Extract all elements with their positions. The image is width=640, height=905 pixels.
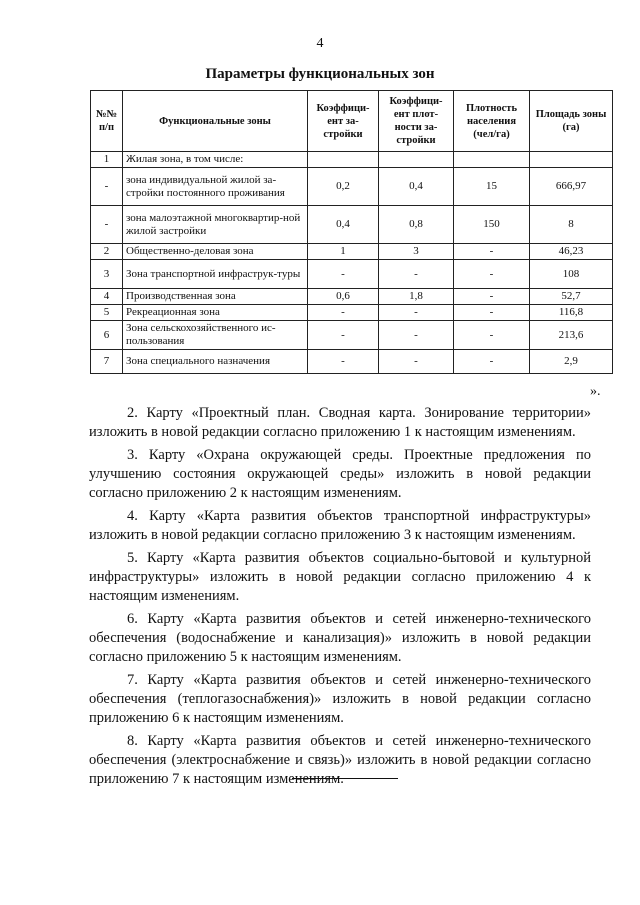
amendment-items	[89, 404, 591, 793]
cell-pop-density: -	[454, 260, 530, 289]
cell-num: 3	[91, 260, 123, 289]
cell-pop-density: -	[454, 321, 530, 350]
cell-num: 1	[91, 152, 123, 168]
cell-num: 4	[91, 289, 123, 305]
page-number: 4	[316, 36, 324, 51]
cell-k-density: 3	[379, 244, 454, 260]
table-row	[91, 168, 613, 206]
table-row	[91, 289, 613, 305]
cell-pop-density: -	[454, 289, 530, 305]
cell-zone: зона индивидуальной жилой за-стройки постоянного проживания	[123, 168, 308, 206]
cell-num: 5	[91, 305, 123, 321]
cell-num: 2	[91, 244, 123, 260]
cell-area	[530, 152, 613, 168]
cell-pop-density: 150	[454, 206, 530, 244]
cell-zone: Зона специального назначения	[123, 350, 308, 374]
cell-k-density: -	[379, 321, 454, 350]
cell-k-build	[308, 152, 379, 168]
cell-k-density: 0,4	[379, 168, 454, 206]
header-area: Площадь зоны (га)	[530, 91, 613, 152]
closing-divider	[292, 778, 398, 779]
cell-k-build: 1	[308, 244, 379, 260]
cell-k-build: -	[308, 350, 379, 374]
cell-area: 108	[530, 260, 613, 289]
header-k-build: Коэффици-ент за-стройки	[308, 91, 379, 152]
cell-k-density: -	[379, 305, 454, 321]
cell-k-build: -	[308, 305, 379, 321]
table-title: Параметры функциональных зон	[205, 66, 435, 82]
table-row	[91, 206, 613, 244]
table-row	[91, 244, 613, 260]
cell-num: 7	[91, 350, 123, 374]
cell-pop-density: -	[454, 244, 530, 260]
amendment-item: 7. Карту «Карта развития объектов и сетей инженерно-технического обеспечения (теплогазоснабжения)» изложить в новой редакции согласно приложению 6 к настоящим изменениям.	[89, 672, 591, 726]
cell-area: 116,8	[530, 305, 613, 321]
header-num: №№ п/п	[91, 91, 123, 152]
cell-num: -	[91, 168, 123, 206]
cell-area: 666,97	[530, 168, 613, 206]
cell-pop-density: -	[454, 350, 530, 374]
cell-pop-density: -	[454, 305, 530, 321]
cell-zone: Зона сельскохозяйственного ис-пользования	[123, 321, 308, 350]
header-pop-density: Плотность населения (чел/га)	[454, 91, 530, 152]
cell-area: 46,23	[530, 244, 613, 260]
table-row	[91, 152, 613, 168]
cell-area: 8	[530, 206, 613, 244]
cell-area: 52,7	[530, 289, 613, 305]
header-k-density: Коэффици-ент плот-ности за-стройки	[379, 91, 454, 152]
cell-k-density: -	[379, 350, 454, 374]
cell-k-density: 1,8	[379, 289, 454, 305]
cell-zone: Зона транспортной инфраструк-туры	[123, 260, 308, 289]
cell-zone: Общественно-деловая зона	[123, 244, 308, 260]
amendment-item: 6. Карту «Карта развития объектов и сетей инженерно-технического обеспечения (водоснабжение и канализация)» изложить в новой редакции согласно приложению 5 к настоящим изменениям.	[89, 611, 591, 665]
table-row	[91, 321, 613, 350]
cell-k-density	[379, 152, 454, 168]
cell-k-build: -	[308, 260, 379, 289]
header-zone: Функциональные зоны	[123, 91, 308, 152]
amendment-item: 2. Карту «Проектный план. Сводная карта. Зонирование территории» изложить в новой редакции согласно приложению 1 к настоящим изменениям.	[89, 405, 591, 440]
cell-num: 6	[91, 321, 123, 350]
cell-k-density: 0,8	[379, 206, 454, 244]
cell-pop-density	[454, 152, 530, 168]
cell-zone: Производственная зона	[123, 289, 308, 305]
cell-k-build: -	[308, 321, 379, 350]
amendment-item: 4. Карту «Карта развития объектов транспортной инфраструктуры» изложить в новой редакции согласно приложению 3 к настоящим изменениям.	[89, 508, 591, 543]
cell-k-build: 0,4	[308, 206, 379, 244]
cell-area: 213,6	[530, 321, 613, 350]
amendment-item: 5. Карту «Карта развития объектов социально-бытовой и культурной инфраструктуры» изложить в новой редакции согласно приложению 4 к настоящим изменениям.	[89, 550, 591, 604]
zones-table	[90, 90, 613, 374]
table-closing-mark: ».	[590, 384, 601, 399]
amendment-item: 8. Карту «Карта развития объектов и сетей инженерно-технического обеспечения (электроснабжение и связь)» изложить в новой редакции согласно приложению 7 к настоящим изменениям.	[89, 733, 591, 787]
cell-k-density: -	[379, 260, 454, 289]
header-row	[91, 91, 613, 152]
cell-k-build: 0,2	[308, 168, 379, 206]
cell-zone: зона малоэтажной многоквартир-ной жилой застройки	[123, 206, 308, 244]
table-row	[91, 305, 613, 321]
cell-k-build: 0,6	[308, 289, 379, 305]
cell-area: 2,9	[530, 350, 613, 374]
table-row	[91, 350, 613, 374]
cell-pop-density: 15	[454, 168, 530, 206]
cell-zone: Жилая зона, в том числе:	[123, 152, 308, 168]
cell-zone: Рекреационная зона	[123, 305, 308, 321]
table-row	[91, 260, 613, 289]
amendment-item: 3. Карту «Охрана окружающей среды. Проектные предложения по улучшению состояния окружающей среды» изложить в новой редакции согласно приложению 2 к настоящим изменениям.	[89, 447, 591, 501]
cell-num: -	[91, 206, 123, 244]
